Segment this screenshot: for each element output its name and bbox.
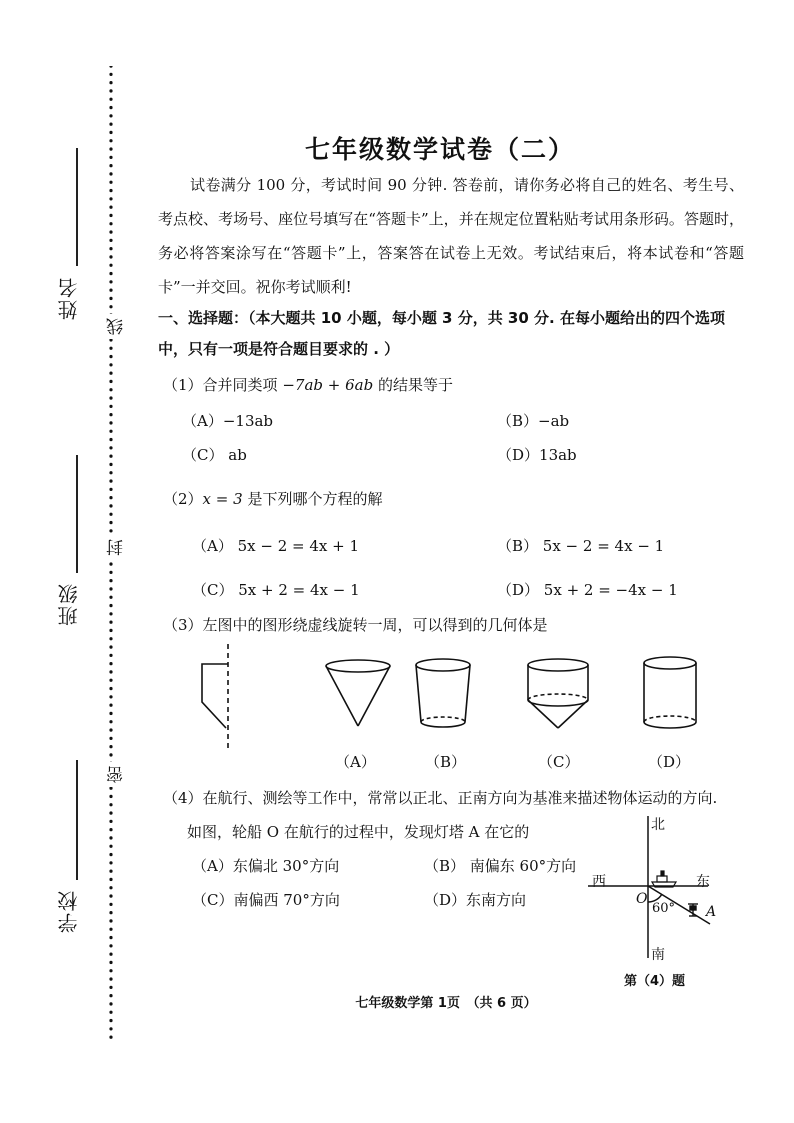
- section-heading: 一、选择题：（本大题共 10 小题，每小题 3 分，共 30 分. 在每小题给出的四个选项中，只有一项是符合题目要求的 . ）: [158, 309, 725, 358]
- question-2-option-a[interactable]: （A） 5x − 2 = 4x + 1: [192, 537, 360, 555]
- lighthouse-icon: [688, 904, 698, 916]
- question-4-option-b[interactable]: （B） 南偏东 60°方向: [424, 857, 577, 875]
- compass-north-label: 北: [651, 817, 665, 833]
- question-3-option-b[interactable]: （B）: [425, 753, 467, 771]
- question-3-stem: （3）左图中的图形绕虚线旋转一周，可以得到的几何体是: [163, 616, 548, 634]
- question-2-option-c[interactable]: （C） 5x + 2 = 4x − 1: [192, 581, 360, 599]
- question-2-option-d[interactable]: （D） 5x + 2 = −4x − 1: [497, 581, 678, 599]
- question-4-stem: （4）在航行、测绘等工作中，常常以正北、正南方向为基准来描述物体运动的方向.: [163, 789, 718, 807]
- question-1-stem: （1）合并同类项 −7ab + 6ab 的结果等于: [163, 376, 453, 394]
- school-field-line[interactable]: [76, 760, 78, 880]
- question-3-option-c[interactable]: （C）: [538, 753, 580, 771]
- rotation-source-shape: [202, 644, 228, 750]
- question-1-expression: −7ab + 6ab: [282, 376, 374, 394]
- question-3-figures: [180, 640, 720, 755]
- question-3-option-a[interactable]: （A）: [335, 753, 376, 771]
- seal-word-line: 线: [104, 314, 122, 339]
- ship-icon: [652, 871, 676, 887]
- school-label: 学校: [57, 889, 81, 933]
- option-c-cylinder-cone-figure: [528, 659, 588, 728]
- option-a-cone-figure: [326, 660, 390, 726]
- seal-word-seal: 封: [104, 535, 122, 560]
- name-label: 姓名: [57, 276, 81, 320]
- compass-west-label: 西: [592, 874, 606, 890]
- figure-caption: 第（4）题: [624, 974, 686, 989]
- question-1-option-d[interactable]: （D）13ab: [497, 446, 577, 464]
- question-1-option-a[interactable]: （A）−13ab: [182, 412, 274, 430]
- ship-origin-label: O: [636, 891, 648, 907]
- angle-label: 60°: [652, 901, 676, 916]
- question-4-option-d[interactable]: （D）东南方向: [424, 891, 527, 909]
- page-title: 七年级数学试卷（二）: [304, 135, 575, 164]
- question-4-stem-continued: 如图，轮船 O 在航行的过程中，发现灯塔 A 在它的: [187, 823, 530, 841]
- option-d-cylinder-figure: [644, 657, 696, 728]
- compass-east-label: 东: [696, 874, 710, 890]
- compass-south-label: 南: [651, 947, 665, 963]
- class-label: 班级: [57, 582, 81, 626]
- question-2-option-b[interactable]: （B） 5x − 2 = 4x − 1: [497, 537, 665, 555]
- question-1-option-c[interactable]: （C） ab: [182, 446, 247, 464]
- question-2-condition: x = 3: [202, 490, 243, 508]
- class-field-line[interactable]: [76, 455, 78, 573]
- question-4-option-c[interactable]: （C）南偏西 70°方向: [192, 891, 340, 909]
- option-b-frustum-figure: [416, 659, 470, 727]
- question-4-option-a[interactable]: （A）东偏北 30°方向: [192, 857, 340, 875]
- question-2-stem: （2）x = 3 是下列哪个方程的解: [163, 490, 383, 508]
- page-footer: 七年级数学第 1页 （共 6 页）: [355, 996, 537, 1011]
- question-3-option-d[interactable]: （D）: [648, 753, 691, 771]
- question-1-option-b[interactable]: （B）−ab: [497, 412, 570, 430]
- name-field-line[interactable]: [76, 148, 78, 266]
- seal-word-secret: 密: [104, 762, 122, 787]
- lighthouse-point-label: A: [706, 904, 717, 920]
- exam-instructions: 试卷满分 100 分，考试时间 90 分钟. 答卷前，请你务必将自己的姓名、考生号、考点校、考场号、座位号填写在“答题卡”上，并在规定位置粘贴考试用条形码。答题时，务必将答案涂写在“答题卡”上，答案答在试卷上无效。考试结束后，将本试卷和“答题卡”一并交回。祝你考试顺利!: [158, 176, 744, 296]
